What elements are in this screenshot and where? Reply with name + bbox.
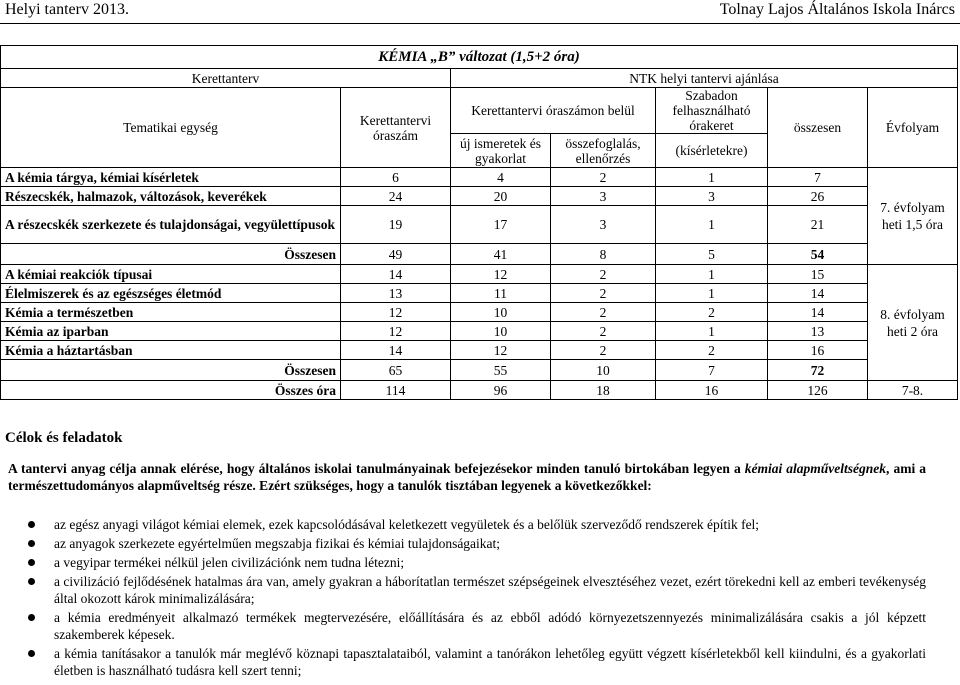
sum-label: Összesen xyxy=(1,360,341,381)
header-right: Tolnay Lajos Általános Iskola Inárcs xyxy=(719,1,955,18)
row-value: 24 xyxy=(341,187,451,206)
list-item-text: a vegyipar termékei nélkül jelen civilizációnk nem tudna létezni; xyxy=(54,555,405,570)
szabadon-header: Szabadon felhasználható órakeret xyxy=(656,88,768,134)
row-value: 26 xyxy=(768,187,868,206)
total-value: 18 xyxy=(551,381,656,400)
kiserletekre-header: (kísérletekre) xyxy=(656,134,768,168)
row-topic: Kémia a természetben xyxy=(1,303,341,322)
row-topic: Kémia a háztartásban xyxy=(1,341,341,360)
row-value: 3 xyxy=(551,187,656,206)
table-row xyxy=(1,284,958,303)
row-topic: A kémiai reakciók típusai xyxy=(1,265,341,284)
total-value: 126 xyxy=(768,381,868,400)
row-value: 2 xyxy=(551,265,656,284)
list-item xyxy=(8,535,926,552)
curriculum-table xyxy=(0,45,958,400)
list-item-text: a civilizáció fejlődésének hatalmas ára van, amely gyakran a háborítatlan természet szépségeinek elvesztéséhez vezet, ezért törekedni kell az emberi tevékenység által okozott károk minimalizálására; xyxy=(54,574,926,606)
row-topic: A részecskék szerkezete és tulajdonságai, vegyülettípusok xyxy=(1,206,341,244)
uj-ismeretek-header: új ismeretek és gyakorlat xyxy=(451,134,551,168)
row-topic: A kémia tárgya, kémiai kísérletek xyxy=(1,168,341,187)
row-value: 1 xyxy=(656,284,768,303)
osszesen-header: összesen xyxy=(768,88,868,168)
table-row xyxy=(1,187,958,206)
ntk-header: NTK helyi tantervi ajánlása xyxy=(451,69,958,88)
bullet-icon xyxy=(28,614,35,621)
sum-value: 10 xyxy=(551,360,656,381)
table-row xyxy=(1,168,958,187)
row-topic: Részecskék, halmazok, változások, keverékek xyxy=(1,187,341,206)
paragraph-emphasis: kémiai alapműveltségnek xyxy=(744,461,887,476)
sum-value: 41 xyxy=(451,244,551,265)
row-value: 11 xyxy=(451,284,551,303)
list-item xyxy=(8,573,926,607)
row-value: 1 xyxy=(656,265,768,284)
row-value: 14 xyxy=(341,265,451,284)
osszefoglalas-header: összefoglalás, ellenőrzés xyxy=(551,134,656,168)
kerettantervi-belul-header: Kerettantervi óraszámon belül xyxy=(451,88,656,134)
list-item xyxy=(8,554,926,571)
row-value: 12 xyxy=(341,303,451,322)
grade-7-cell: 7. évfolyam heti 1,5 óra xyxy=(868,168,958,265)
list-item-text: az anyagok szerkezete egyértelműen megszabja fizikai és kémiai tulajdonságaikat; xyxy=(54,536,501,551)
tematikai-header: Tematikai egység xyxy=(1,88,341,168)
sum-value: 49 xyxy=(341,244,451,265)
sum-value: 8 xyxy=(551,244,656,265)
row-value: 10 xyxy=(451,303,551,322)
row-value: 15 xyxy=(768,265,868,284)
row-value: 2 xyxy=(551,322,656,341)
row-value: 2 xyxy=(551,168,656,187)
row-value: 13 xyxy=(768,322,868,341)
table-row xyxy=(1,265,958,284)
table-row xyxy=(1,303,958,322)
row-value: 13 xyxy=(341,284,451,303)
row-value: 12 xyxy=(451,341,551,360)
sum-value: 5 xyxy=(656,244,768,265)
list-item-text: az egész anyagi világot kémiai elemek, ezek kapcsolódásával keletkezett vegyületek és a belőlük szerveződő rendszerek építik fel; xyxy=(54,517,760,532)
list-item-text: a kémia tanításakor a tanulók már meglévő köznapi tapasztalataiból, valamint a tanórákon lehetőleg együtt végzett kísérletekből kell kiindulni, és a gyakorlati életben is használható tudásra kell szert tenni; xyxy=(54,646,926,678)
sum-value: 65 xyxy=(341,360,451,381)
total-value: 16 xyxy=(656,381,768,400)
row-value: 2 xyxy=(551,341,656,360)
row-value: 12 xyxy=(341,322,451,341)
row-value: 3 xyxy=(656,187,768,206)
sum-label: Összesen xyxy=(1,244,341,265)
row-value: 3 xyxy=(551,206,656,244)
page-header xyxy=(0,0,960,22)
list-item-text: a kémia eredményeit alkalmazó termékek megtervezésére, előállítására és az ebből adódó környezetszennyezés minimalizálására csakis a jól képzett szakemberek képesek. xyxy=(54,610,926,642)
intro-paragraph xyxy=(8,460,926,494)
sum-row xyxy=(1,360,958,381)
grade-8-cell: 8. évfolyam heti 2 óra xyxy=(868,265,958,381)
list-item xyxy=(8,516,926,533)
header-divider xyxy=(0,23,960,24)
total-value: 114 xyxy=(341,381,451,400)
row-value: 2 xyxy=(656,341,768,360)
evfolyam-header: Évfolyam xyxy=(868,88,958,168)
total-value: 96 xyxy=(451,381,551,400)
row-value: 7 xyxy=(768,168,868,187)
row-value: 19 xyxy=(341,206,451,244)
total-grade: 7-8. xyxy=(868,381,958,400)
row-value: 14 xyxy=(768,284,868,303)
kerettantervi-oraszam-header: Kerettantervi óraszám xyxy=(341,88,451,168)
row-value: 14 xyxy=(341,341,451,360)
table-title: KÉMIA „B” változat (1,5+2 óra) xyxy=(1,46,958,69)
row-topic: Kémia az iparban xyxy=(1,322,341,341)
bullet-icon xyxy=(28,559,35,566)
row-value: 2 xyxy=(551,284,656,303)
sum-row xyxy=(1,244,958,265)
paragraph-text: A tantervi anyag célja annak elérése, hogy általános iskolai tanulmányainak befejezésekor minden tanuló birtokában legyen a xyxy=(8,461,745,476)
row-value: 1 xyxy=(656,206,768,244)
row-value: 10 xyxy=(451,322,551,341)
row-value: 4 xyxy=(451,168,551,187)
row-value: 14 xyxy=(768,303,868,322)
row-value: 16 xyxy=(768,341,868,360)
list-item xyxy=(8,609,926,643)
sum-value: 7 xyxy=(656,360,768,381)
table-row xyxy=(1,322,958,341)
sum-value: 72 xyxy=(768,360,868,381)
row-value: 1 xyxy=(656,168,768,187)
goals-list xyxy=(8,516,926,681)
row-value: 17 xyxy=(451,206,551,244)
bullet-icon xyxy=(28,540,35,547)
kerettanterv-header: Kerettanterv xyxy=(1,69,451,88)
row-value: 20 xyxy=(451,187,551,206)
paragraph-text: , ami a természettudományos alapműveltség része. Ezért szükséges, hogy a tanulók tisztában legyenek a következőkkel: xyxy=(8,461,926,493)
row-value: 21 xyxy=(768,206,868,244)
sum-value: 55 xyxy=(451,360,551,381)
total-row xyxy=(1,381,958,400)
row-value: 1 xyxy=(656,322,768,341)
bullet-icon xyxy=(28,578,35,585)
list-item xyxy=(8,645,926,679)
table-row xyxy=(1,341,958,360)
row-value: 6 xyxy=(341,168,451,187)
bullet-icon xyxy=(28,521,35,528)
header-left: Helyi tanterv 2013. xyxy=(5,1,129,18)
table-row xyxy=(1,206,958,244)
row-value: 2 xyxy=(656,303,768,322)
total-label: Összes óra xyxy=(1,381,341,400)
bullet-icon xyxy=(28,650,35,657)
row-value: 2 xyxy=(551,303,656,322)
row-value: 12 xyxy=(451,265,551,284)
section-title: Célok és feladatok xyxy=(5,430,123,446)
sum-value: 54 xyxy=(768,244,868,265)
row-topic: Élelmiszerek és az egészséges életmód xyxy=(1,284,341,303)
